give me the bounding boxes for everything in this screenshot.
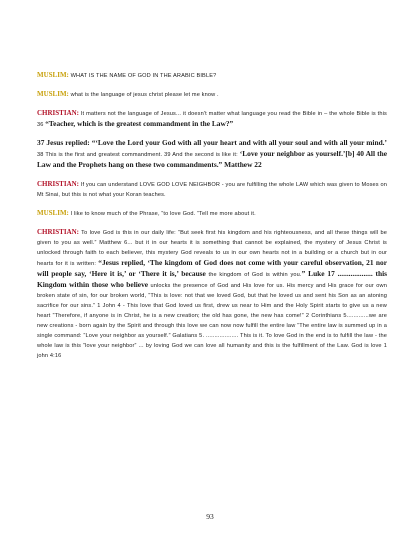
scripture-quote: ” Luke 17 ................... this Kingdom within those who believe <box>37 269 388 289</box>
paragraph-text: I like to know much of the Phrase, “to love God. “Tell me more about it. <box>68 211 256 217</box>
paragraph-text: It matters not the language of Jesus... it doesn't matter what language you read the Bible in – the whole Bible is this 36 <box>37 111 387 128</box>
christian-speaker-label: CHRISTIAN: <box>37 228 80 236</box>
christian-speaker-label: CHRISTIAN: <box>37 180 80 188</box>
paragraph-text: WHAT IS THE NAME OF GOD IN THE ARABIC BIBLE? <box>68 73 217 79</box>
dialogue-body <box>37 70 387 369</box>
christian-speaker-label: CHRISTIAN: <box>37 109 80 117</box>
dialogue-paragraph <box>37 179 387 200</box>
page-number: 93 <box>206 512 214 521</box>
dialogue-paragraph <box>37 70 387 81</box>
muslim-speaker-label: MUSLIM: <box>37 71 69 79</box>
paragraph-text: what is the language of jesus christ please let me know . <box>68 92 219 98</box>
paragraph-text: the kingdom of God is within you. <box>205 272 302 278</box>
dialogue-paragraph <box>37 108 387 130</box>
dialogue-paragraph <box>37 89 387 100</box>
dialogue-paragraph <box>37 227 387 361</box>
muslim-speaker-label: MUSLIM: <box>37 209 69 217</box>
paragraph-text: unlocks the presence of God and His love for us. His mercy and His grace for our own broken state of sin, for our broken world, “This is love: not that we loved God, but that he loved us and sent his Son as an atoning sacrifice for our sins.” 1 John 4 - This love that God loved us first, drew us near to Him and the Holy Spirit starts to give us a new heart “Therefore, if anyone is in Christ, he is a new creation; the old has gone, the new has come!” 2 Corinthians 5.............we are new creations - born again by the Spirit and through this love we can now now fulfill the entire law “The entire law is summed up in a single command: “Love your neighbor as yourself.” Galatians 5. ................... This is it. To love God in the end is to fulfill the law - the whole law is this “love your neighbor” ... by loving God we can love all humanity and this is the fulfillment of the Law. God is love 1 john 4:16 <box>37 283 388 359</box>
scripture-quote: ‘Love your neighbor as yourself.’[b] 40 All the Law and the Prophets hang on these two commandments.” Matthew 22 <box>37 149 387 169</box>
scripture-quote: 37 Jesus replied: “‘Love the Lord your God with all your heart and with all your soul and with all your mind.’ <box>37 138 387 147</box>
dialogue-paragraph <box>37 208 387 219</box>
scripture-quote: “Teacher, which is the greatest commandment in the Law?” <box>45 119 234 128</box>
paragraph-text: To love God is this in our daily life: “But seek first his kingdom and his righteousness, and all these things will be given to you as well.” Matthew 6... but it in our hearts it is something that cannot be explained, the mystery of Jesus Christ is unlocked through faith to each believer, this mystery God reveals to us in our own hearts not in a building or a church but in our hearts for it is written: <box>37 230 387 267</box>
paragraph-text: If you can understand LOVE GOD LOVE NEIGHBOR - you are fulfilling the whole LAW which was given to Moses on Mt Sinai, but this is not what your Koran teaches. <box>37 182 387 198</box>
scripture-quote: “Jesus replied, ‘The kingdom of God does not come with your careful observation, 21 nor will people say, ‘Here it is,’ or ‘There it is,’ because <box>37 258 387 278</box>
muslim-speaker-label: MUSLIM: <box>37 90 69 98</box>
paragraph-text: 38 This is the first and greatest commandment. 39 And the second is like it: <box>37 152 240 158</box>
dialogue-paragraph <box>37 138 387 171</box>
